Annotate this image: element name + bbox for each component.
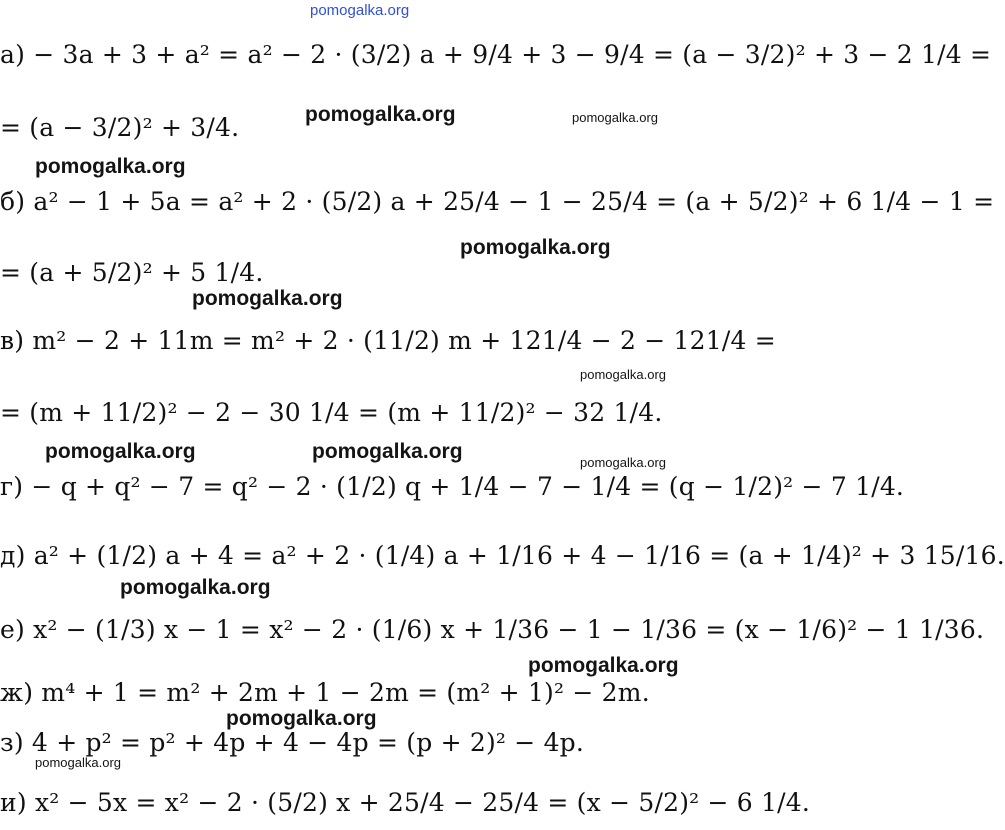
watermark: pomogalka.org xyxy=(226,707,377,730)
solution-line-zh: ж) m⁴ + 1 = m² + 2m + 1 − 2m = (m² + 1)² − 2m. xyxy=(0,678,650,707)
watermark: pomogalka.org xyxy=(35,155,186,178)
watermark: pomogalka.org xyxy=(580,367,666,382)
solution-line-b: б) a² − 1 + 5a = a² + 2 · (5/2) a + 25/4 − 1 − 25/4 = (a + 5/2)² + 6 1/4 − 1 = xyxy=(0,187,995,216)
solution-line-v: в) m² − 2 + 11m = m² + 2 · (11/2) m + 121/4 − 2 − 121/4 = xyxy=(0,326,776,355)
watermark: pomogalka.org xyxy=(45,440,196,463)
watermark: pomogalka.org xyxy=(572,110,658,125)
solution-line-v-2: = (m + 11/2)² − 2 − 30 1/4 = (m + 11/2)² − 32 1/4. xyxy=(0,398,663,427)
watermark-top: pomogalka.org xyxy=(310,2,410,19)
solution-line-z: з) 4 + p² = p² + 4p + 4 − 4p = (p + 2)² − 4p. xyxy=(0,728,585,757)
watermark: pomogalka.org xyxy=(192,287,343,310)
watermark: pomogalka.org xyxy=(35,755,121,770)
solution-line-i: и) x² − 5x = x² − 2 · (5/2) x + 25/4 − 25/4 = (x − 5/2)² − 6 1/4. xyxy=(0,788,811,817)
solution-line-a-2: = (a − 3/2)² + 3/4. xyxy=(0,113,240,142)
solution-line-e: е) x² − (1/3) x − 1 = x² − 2 · (1/6) x + 1/36 − 1 − 1/36 = (x − 1/6)² − 1 1/36. xyxy=(0,615,985,644)
solution-line-g: г) − q + q² − 7 = q² − 2 · (1/2) q + 1/4 − 7 − 1/4 = (q − 1/2)² − 7 1/4. xyxy=(0,472,905,501)
watermark: pomogalka.org xyxy=(528,654,679,677)
watermark: pomogalka.org xyxy=(312,440,463,463)
solution-line-d: д) a² + (1/2) a + 4 = a² + 2 · (1/4) a + 1/16 + 4 − 1/16 = (a + 1/4)² + 3 15/16. xyxy=(0,541,1005,570)
solution-line-a: а) − 3a + 3 + a² = a² − 2 · (3/2) a + 9/4 + 3 − 9/4 = (a − 3/2)² + 3 − 2 1/4 = xyxy=(0,40,992,69)
watermark: pomogalka.org xyxy=(120,576,271,599)
watermark: pomogalka.org xyxy=(460,236,611,259)
solution-line-b-2: = (a + 5/2)² + 5 1/4. xyxy=(0,258,264,287)
watermark: pomogalka.org xyxy=(580,455,666,470)
watermark: pomogalka.org xyxy=(305,103,456,126)
